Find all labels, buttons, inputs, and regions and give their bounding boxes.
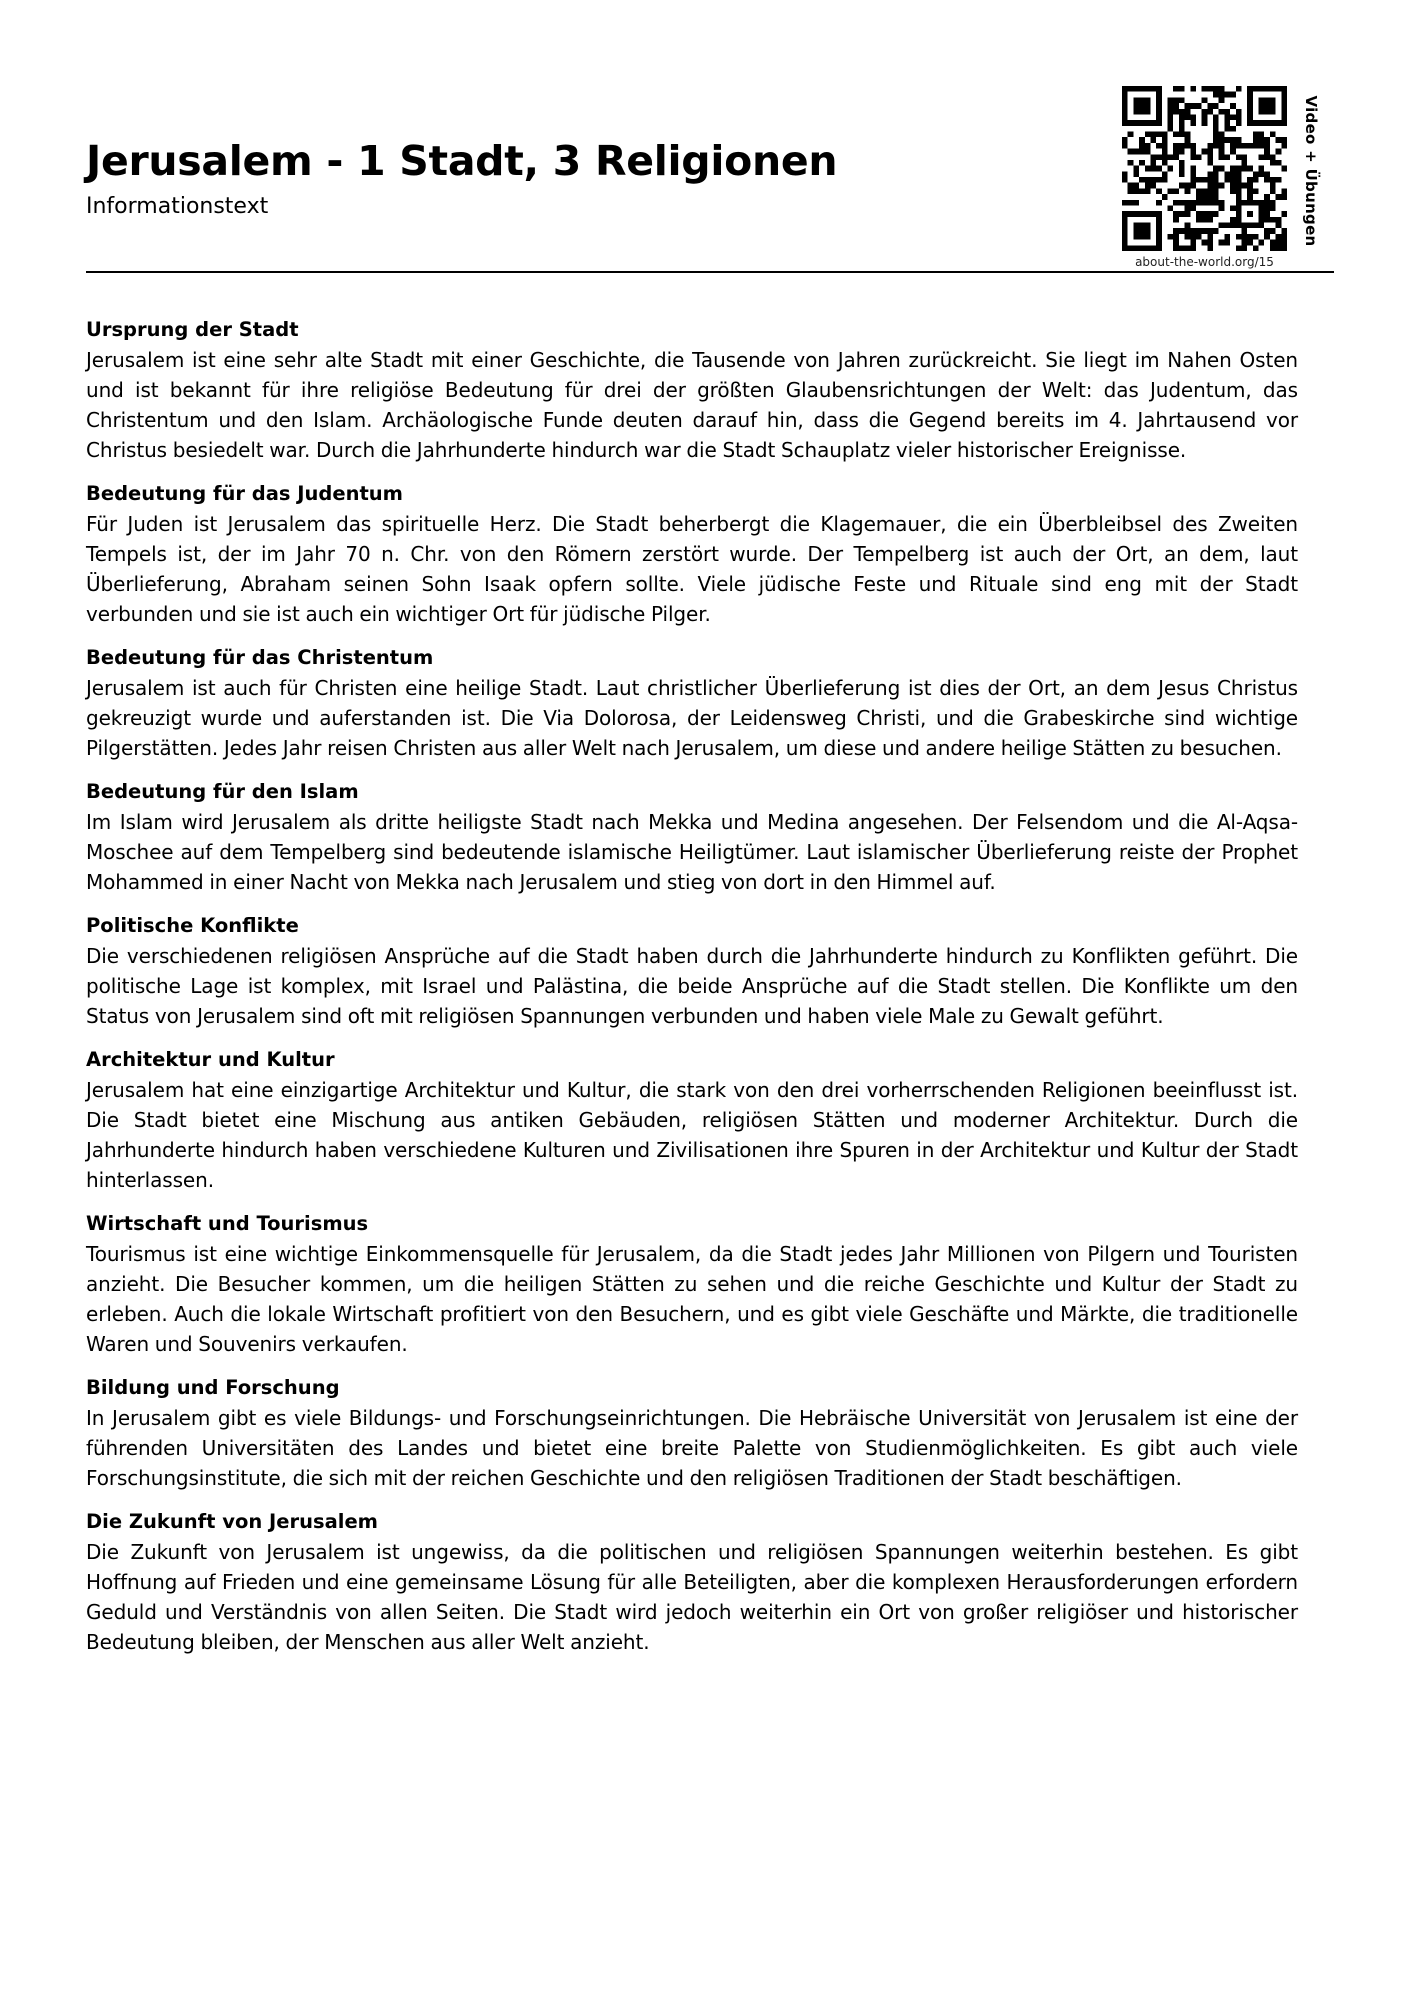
qr-side-label-text: Video + Übungen xyxy=(1302,95,1320,247)
section-heading: Politische Konflikte xyxy=(86,914,299,937)
section-text: Jerusalem ist eine sehr alte Stadt mit einer Geschichte, die Tausende von Jahren zurückreicht. Sie liegt im Nahen Osten und ist bekannt für ihre religiöse Bedeutung für drei der größten Glaubensrichtungen der Welt: das Judentum, das Christentum und den Islam. Archäologische Funde deuten darauf hin, dass die Gegend bereits im 4. Jahrtausend vor Christus besiedelt war. Durch die Jahrhunderte hindurch war die Stadt Schauplatz vieler historischer Ereignisse. xyxy=(86,348,1298,462)
section-heading: Bildung und Forschung xyxy=(86,1376,340,1399)
section-future xyxy=(86,1507,1298,1657)
qr-side-label xyxy=(1298,86,1324,256)
section-judaism xyxy=(86,479,1298,629)
section-islam xyxy=(86,777,1298,897)
qr-block xyxy=(1122,86,1332,272)
section-origin xyxy=(86,315,1298,465)
section-christianity xyxy=(86,643,1298,763)
section-text: Tourismus ist eine wichtige Einkommensquelle für Jerusalem, da die Stadt jedes Jahr Millionen von Pilgern und Touristen anzieht. Die Besucher kommen, um die heiligen Stätten zu sehen und die reiche Geschichte und Kultur der Stadt zu erleben. Auch die lokale Wirtschaft profitiert von den Besuchern, und es gibt viele Geschäfte und Märkte, die traditionelle Waren und Souvenirs verkaufen. xyxy=(86,1242,1298,1356)
section-architecture xyxy=(86,1045,1298,1195)
section-conflicts xyxy=(86,911,1298,1031)
page-title: Jerusalem - 1 Stadt, 3 Religionen xyxy=(86,137,838,185)
header-divider xyxy=(86,271,1334,273)
section-economy xyxy=(86,1209,1298,1359)
section-heading: Architektur und Kultur xyxy=(86,1048,335,1071)
section-text: Jerusalem hat eine einzigartige Architektur und Kultur, die stark von den drei vorherrschenden Religionen beeinflusst ist. Die Stadt bietet eine Mischung aus antiken Gebäuden, religiösen Stätten und moderner Architektur. Durch die Jahrhunderte hindurch haben verschiedene Kulturen und Zivilisationen ihre Spuren in der Architektur und Kultur der Stadt hinterlassen. xyxy=(86,1078,1298,1192)
section-heading: Bedeutung für das Christentum xyxy=(86,646,434,669)
page-header xyxy=(86,80,1334,276)
qr-url-label[interactable]: about-the-world.org/15 xyxy=(1135,255,1274,269)
page-subtitle: Informationstext xyxy=(86,194,269,219)
main-content xyxy=(86,315,1298,1671)
section-heading: Bedeutung für den Islam xyxy=(86,780,359,803)
section-text: In Jerusalem gibt es viele Bildungs- und Forschungseinrichtungen. Die Hebräische Universität von Jerusalem ist eine der führenden Universitäten des Landes und bietet eine breite Palette von Studienmöglichkeiten. Es gibt auch viele Forschungsinstitute, die sich mit der reichen Geschichte und den religiösen Traditionen der Stadt beschäftigen. xyxy=(86,1406,1298,1490)
section-heading: Ursprung der Stadt xyxy=(86,318,299,341)
section-text: Die Zukunft von Jerusalem ist ungewiss, da die politischen und religiösen Spannungen weiterhin bestehen. Es gibt Hoffnung auf Frieden und eine gemeinsame Lösung für alle Beteiligten, aber die komplexen Herausforderungen erfordern Geduld und Verständnis von allen Seiten. Die Stadt wird jedoch weiterhin ein Ort von großer religiöser und historischer Bedeutung bleiben, der Menschen aus aller Welt anzieht. xyxy=(86,1540,1298,1654)
section-heading: Wirtschaft und Tourismus xyxy=(86,1212,369,1235)
section-text: Jerusalem ist auch für Christen eine heilige Stadt. Laut christlicher Überlieferung ist dies der Ort, an dem Jesus Christus gekreuzigt wurde und auferstanden ist. Die Via Dolorosa, der Leidensweg Christi, und die Grabeskirche sind wichtige Pilgerstätten. Jedes Jahr reisen Christen aus aller Welt nach Jerusalem, um diese und andere heilige Stätten zu besuchen. xyxy=(86,676,1298,760)
section-heading: Bedeutung für das Judentum xyxy=(86,482,403,505)
qr-code-icon[interactable] xyxy=(1122,86,1287,251)
section-education xyxy=(86,1373,1298,1493)
section-text: Im Islam wird Jerusalem als dritte heiligste Stadt nach Mekka und Medina angesehen. Der Felsendom und die Al-Aqsa-Moschee auf dem Tempelberg sind bedeutende islamische Heiligtümer. Laut islamischer Überlieferung reiste der Prophet Mohammed in einer Nacht von Mekka nach Jerusalem und stieg von dort in den Himmel auf. xyxy=(86,810,1298,894)
section-heading: Die Zukunft von Jerusalem xyxy=(86,1510,378,1533)
section-text: Die verschiedenen religiösen Ansprüche auf die Stadt haben durch die Jahrhunderte hindurch zu Konflikten geführt. Die politische Lage ist komplex, mit Israel und Palästina, die beide Ansprüche auf die Stadt stellen. Die Konflikte um den Status von Jerusalem sind oft mit religiösen Spannungen verbunden und haben viele Male zu Gewalt geführt. xyxy=(86,944,1298,1028)
section-text: Für Juden ist Jerusalem das spirituelle Herz. Die Stadt beherbergt die Klagemauer, die ein Überbleibsel des Zweiten Tempels ist, der im Jahr 70 n. Chr. von den Römern zerstört wurde. Der Tempelberg ist auch der Ort, an dem, laut Überlieferung, Abraham seinen Sohn Isaak opfern sollte. Viele jüdische Feste und Rituale sind eng mit der Stadt verbunden und sie ist auch ein wichtiger Ort für jüdische Pilger. xyxy=(86,512,1298,626)
